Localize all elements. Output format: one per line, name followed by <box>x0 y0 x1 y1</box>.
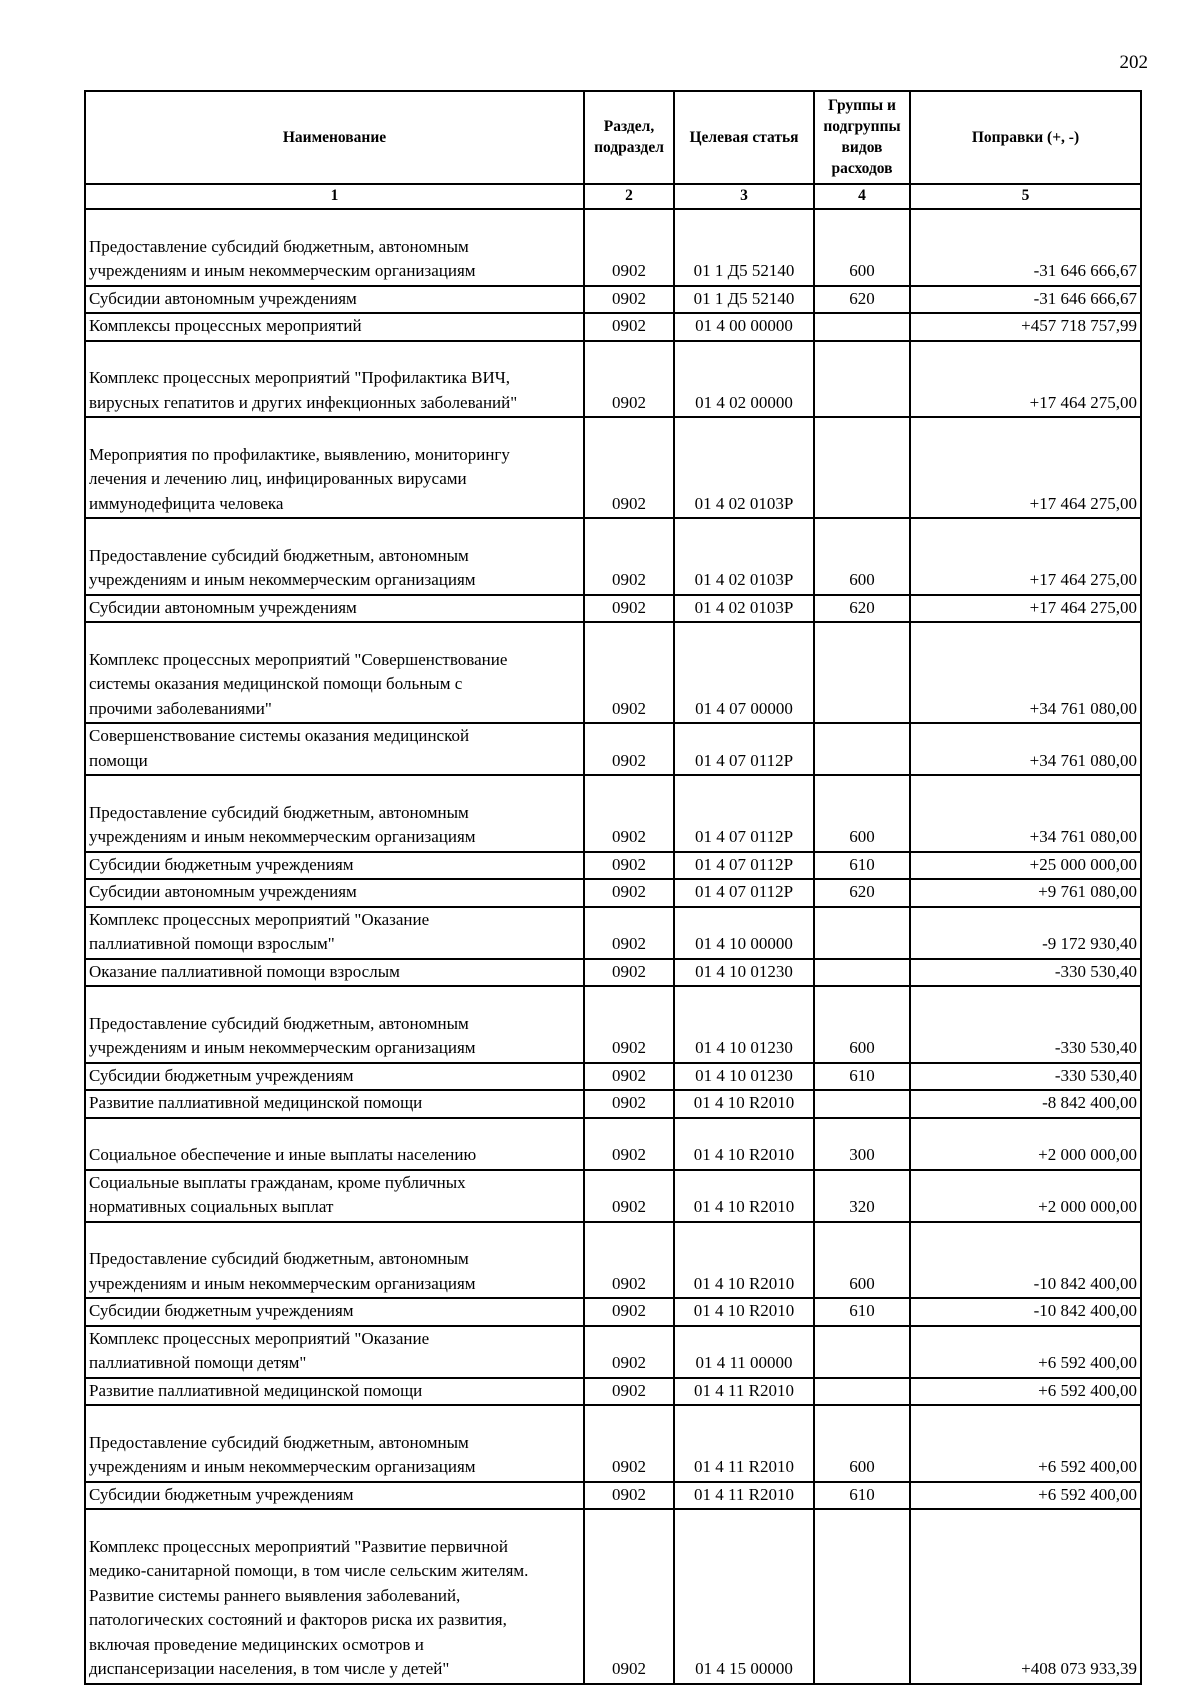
row-section: 0902 <box>584 1405 674 1482</box>
row-amount: +6 592 400,00 <box>910 1482 1141 1510</box>
row-name: Комплекс процессных мероприятий "Совершенствование системы оказания медицинской помощи больным с прочими заболеваниями" <box>85 622 584 723</box>
row-name: Комплекс процессных мероприятий "Развитие первичной медико-санитарной помощи, в том числе сельским жителям. Развитие системы раннего выявления заболеваний, патологических состояний и факторов риска их развития, включая проведение медицинских осмотров и диспансеризации населения, в том числе у детей" <box>85 1509 584 1684</box>
table-row <box>85 286 1141 314</box>
row-group: 600 <box>814 1405 910 1482</box>
row-amount: -31 646 666,67 <box>910 209 1141 286</box>
row-target: 01 4 10 00000 <box>674 907 814 959</box>
row-group <box>814 417 910 518</box>
row-amount: +6 592 400,00 <box>910 1405 1141 1482</box>
row-target: 01 4 10 R2010 <box>674 1170 814 1222</box>
row-group: 610 <box>814 1482 910 1510</box>
table-row <box>85 959 1141 987</box>
row-amount: -330 530,40 <box>910 959 1141 987</box>
row-section: 0902 <box>584 518 674 595</box>
row-section: 0902 <box>584 622 674 723</box>
row-section: 0902 <box>584 417 674 518</box>
row-target: 01 4 00 00000 <box>674 313 814 341</box>
budget-amendments-table <box>84 90 1142 1685</box>
column-number: 5 <box>910 184 1141 209</box>
row-section: 0902 <box>584 879 674 907</box>
row-name: Мероприятия по профилактике, выявлению, мониторингу лечения и лечению лиц, инфицированных вирусами иммунодефицита человека <box>85 417 584 518</box>
table-row <box>85 1378 1141 1406</box>
row-amount: +34 761 080,00 <box>910 775 1141 852</box>
row-group: 600 <box>814 1222 910 1299</box>
row-section: 0902 <box>584 1118 674 1170</box>
table-row <box>85 313 1141 341</box>
column-number: 2 <box>584 184 674 209</box>
row-group: 610 <box>814 1298 910 1326</box>
row-group: 600 <box>814 518 910 595</box>
row-group: 600 <box>814 209 910 286</box>
row-amount: +6 592 400,00 <box>910 1378 1141 1406</box>
row-name: Предоставление субсидий бюджетным, автономным учреждениям и иным некоммерческим организациям <box>85 986 584 1063</box>
row-section: 0902 <box>584 1222 674 1299</box>
row-amount: +17 464 275,00 <box>910 417 1141 518</box>
table-row <box>85 1063 1141 1091</box>
row-section: 0902 <box>584 1170 674 1222</box>
row-section: 0902 <box>584 286 674 314</box>
row-target: 01 4 02 00000 <box>674 341 814 418</box>
row-amount: +34 761 080,00 <box>910 622 1141 723</box>
table-row <box>85 1170 1141 1222</box>
row-name: Социальные выплаты гражданам, кроме публичных нормативных социальных выплат <box>85 1170 584 1222</box>
row-amount: -330 530,40 <box>910 986 1141 1063</box>
row-name: Предоставление субсидий бюджетным, автономным учреждениям и иным некоммерческим организациям <box>85 518 584 595</box>
column-number: 3 <box>674 184 814 209</box>
row-section: 0902 <box>584 986 674 1063</box>
table-row <box>85 1118 1141 1170</box>
header-amendments: Поправки (+, -) <box>910 91 1141 184</box>
row-name: Комплекс процессных мероприятий "Оказание паллиативной помощи взрослым" <box>85 907 584 959</box>
row-name: Предоставление субсидий бюджетным, автономным учреждениям и иным некоммерческим организациям <box>85 1222 584 1299</box>
row-target: 01 4 02 0103Р <box>674 595 814 623</box>
header-name: Наименование <box>85 91 584 184</box>
row-target: 01 4 11 R2010 <box>674 1482 814 1510</box>
row-target: 01 4 10 01230 <box>674 1063 814 1091</box>
row-section: 0902 <box>584 959 674 987</box>
row-group <box>814 723 910 775</box>
row-section: 0902 <box>584 209 674 286</box>
row-section: 0902 <box>584 1509 674 1684</box>
table-row <box>85 1090 1141 1118</box>
row-amount: +6 592 400,00 <box>910 1326 1141 1378</box>
header-section: Раздел, подраздел <box>584 91 674 184</box>
row-section: 0902 <box>584 1482 674 1510</box>
row-name: Предоставление субсидий бюджетным, автономным учреждениям и иным некоммерческим организациям <box>85 209 584 286</box>
table-row <box>85 417 1141 518</box>
row-amount: +17 464 275,00 <box>910 595 1141 623</box>
table-row <box>85 1298 1141 1326</box>
row-group: 600 <box>814 986 910 1063</box>
row-amount: -9 172 930,40 <box>910 907 1141 959</box>
row-name: Комплексы процессных мероприятий <box>85 313 584 341</box>
row-target: 01 4 11 R2010 <box>674 1405 814 1482</box>
header-groups: Группы и подгруппы видов расходов <box>814 91 910 184</box>
row-section: 0902 <box>584 1090 674 1118</box>
row-amount: +9 761 080,00 <box>910 879 1141 907</box>
row-section: 0902 <box>584 1063 674 1091</box>
row-target: 01 1 Д5 52140 <box>674 286 814 314</box>
row-group: 610 <box>814 852 910 880</box>
row-section: 0902 <box>584 313 674 341</box>
row-target: 01 4 02 0103Р <box>674 518 814 595</box>
row-target: 01 1 Д5 52140 <box>674 209 814 286</box>
table-row <box>85 907 1141 959</box>
row-name: Комплекс процессных мероприятий "Профилактика ВИЧ, вирусных гепатитов и других инфекционных заболеваний" <box>85 341 584 418</box>
row-target: 01 4 07 0112Р <box>674 723 814 775</box>
row-section: 0902 <box>584 775 674 852</box>
row-amount: -8 842 400,00 <box>910 1090 1141 1118</box>
header-row <box>85 91 1141 184</box>
table-row <box>85 852 1141 880</box>
row-group <box>814 959 910 987</box>
row-section: 0902 <box>584 1378 674 1406</box>
row-target: 01 4 07 0112Р <box>674 852 814 880</box>
row-amount: -10 842 400,00 <box>910 1298 1141 1326</box>
table-row <box>85 723 1141 775</box>
row-target: 01 4 11 R2010 <box>674 1378 814 1406</box>
row-group <box>814 1090 910 1118</box>
table-row <box>85 1222 1141 1299</box>
row-name: Субсидии автономным учреждениям <box>85 595 584 623</box>
row-name: Предоставление субсидий бюджетным, автономным учреждениям и иным некоммерческим организациям <box>85 775 584 852</box>
row-group: 610 <box>814 1063 910 1091</box>
row-target: 01 4 02 0103Р <box>674 417 814 518</box>
row-amount: -31 646 666,67 <box>910 286 1141 314</box>
row-group <box>814 1378 910 1406</box>
row-name: Совершенствование системы оказания медицинской помощи <box>85 723 584 775</box>
row-section: 0902 <box>584 852 674 880</box>
row-group <box>814 341 910 418</box>
row-name: Субсидии автономным учреждениям <box>85 879 584 907</box>
table-row <box>85 1482 1141 1510</box>
row-name: Субсидии бюджетным учреждениям <box>85 852 584 880</box>
row-target: 01 4 10 R2010 <box>674 1222 814 1299</box>
row-name: Комплекс процессных мероприятий "Оказание паллиативной помощи детям" <box>85 1326 584 1378</box>
row-group: 620 <box>814 595 910 623</box>
table-row <box>85 1509 1141 1684</box>
table-row <box>85 595 1141 623</box>
row-group: 300 <box>814 1118 910 1170</box>
table-row <box>85 986 1141 1063</box>
row-name: Оказание паллиативной помощи взрослым <box>85 959 584 987</box>
row-amount: +2 000 000,00 <box>910 1118 1141 1170</box>
row-target: 01 4 15 00000 <box>674 1509 814 1684</box>
row-section: 0902 <box>584 907 674 959</box>
row-target: 01 4 10 R2010 <box>674 1090 814 1118</box>
column-number: 4 <box>814 184 910 209</box>
row-group: 620 <box>814 286 910 314</box>
row-target: 01 4 07 0112Р <box>674 775 814 852</box>
row-name: Развитие паллиативной медицинской помощи <box>85 1378 584 1406</box>
table-row <box>85 341 1141 418</box>
table-row <box>85 209 1141 286</box>
row-name: Субсидии автономным учреждениям <box>85 286 584 314</box>
row-group <box>814 313 910 341</box>
column-number: 1 <box>85 184 584 209</box>
row-target: 01 4 10 01230 <box>674 959 814 987</box>
row-target: 01 4 10 R2010 <box>674 1118 814 1170</box>
table-row <box>85 1405 1141 1482</box>
row-group <box>814 622 910 723</box>
row-name: Социальное обеспечение и иные выплаты населению <box>85 1118 584 1170</box>
column-number-row <box>85 184 1141 209</box>
table-row <box>85 879 1141 907</box>
row-section: 0902 <box>584 1326 674 1378</box>
row-name: Субсидии бюджетным учреждениям <box>85 1298 584 1326</box>
row-amount: +408 073 933,39 <box>910 1509 1141 1684</box>
row-section: 0902 <box>584 341 674 418</box>
row-amount: +25 000 000,00 <box>910 852 1141 880</box>
row-target: 01 4 07 00000 <box>674 622 814 723</box>
row-name: Субсидии бюджетным учреждениям <box>85 1063 584 1091</box>
row-group: 620 <box>814 879 910 907</box>
table-row <box>85 1326 1141 1378</box>
page-number: 202 <box>1119 52 1148 73</box>
row-amount: +2 000 000,00 <box>910 1170 1141 1222</box>
row-amount: -10 842 400,00 <box>910 1222 1141 1299</box>
row-group: 600 <box>814 775 910 852</box>
row-group <box>814 1326 910 1378</box>
row-section: 0902 <box>584 1298 674 1326</box>
row-group: 320 <box>814 1170 910 1222</box>
table-row <box>85 775 1141 852</box>
row-target: 01 4 10 01230 <box>674 986 814 1063</box>
row-amount: +17 464 275,00 <box>910 518 1141 595</box>
row-amount: +17 464 275,00 <box>910 341 1141 418</box>
row-name: Предоставление субсидий бюджетным, автономным учреждениям и иным некоммерческим организациям <box>85 1405 584 1482</box>
row-name: Субсидии бюджетным учреждениям <box>85 1482 584 1510</box>
table-row <box>85 622 1141 723</box>
row-amount: -330 530,40 <box>910 1063 1141 1091</box>
table-row <box>85 518 1141 595</box>
row-target: 01 4 07 0112Р <box>674 879 814 907</box>
row-amount: +34 761 080,00 <box>910 723 1141 775</box>
row-amount: +457 718 757,99 <box>910 313 1141 341</box>
row-section: 0902 <box>584 595 674 623</box>
row-section: 0902 <box>584 723 674 775</box>
row-group <box>814 907 910 959</box>
row-group <box>814 1509 910 1684</box>
row-name: Развитие паллиативной медицинской помощи <box>85 1090 584 1118</box>
header-target: Целевая статья <box>674 91 814 184</box>
row-target: 01 4 11 00000 <box>674 1326 814 1378</box>
row-target: 01 4 10 R2010 <box>674 1298 814 1326</box>
